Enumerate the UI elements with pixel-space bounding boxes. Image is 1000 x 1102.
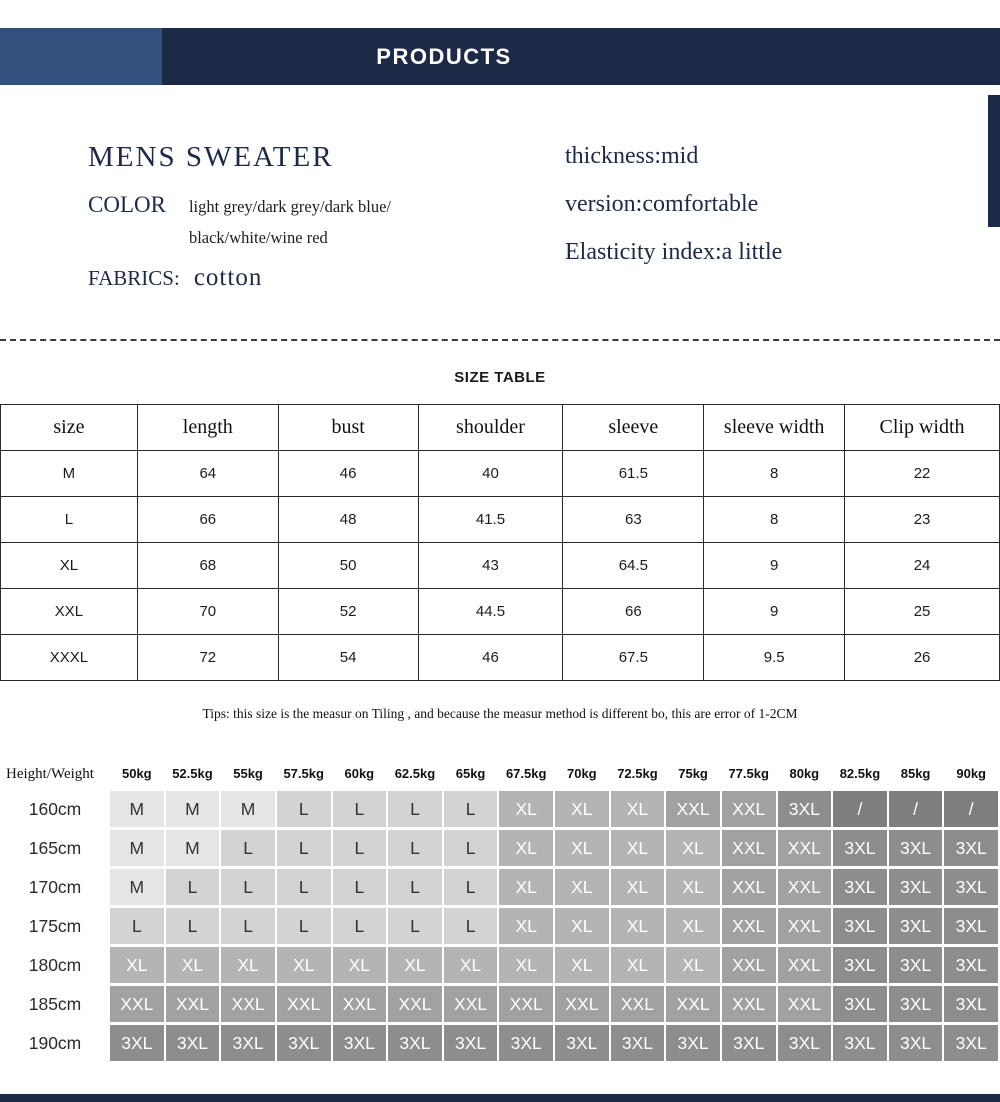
size-recommendation-cell: 3XL [833, 908, 887, 944]
size-recommendation-cell: 3XL [555, 1025, 609, 1061]
size-recommendation-cell: XXL [166, 986, 220, 1022]
size-recommendation-cell: 3XL [778, 791, 832, 827]
size-recommendation-cell: XXL [666, 791, 720, 827]
size-table-column-header: bust [278, 405, 418, 451]
product-title: MENS SWEATER [88, 141, 334, 173]
size-recommendation-cell: L [277, 869, 331, 905]
size-recommendation-cell: L [110, 908, 164, 944]
size-recommendation-cell: M [166, 791, 220, 827]
measurement-cell: 26 [845, 635, 1000, 681]
size-recommendation-cell: 3XL [944, 869, 998, 905]
size-recommendation-cell: M [166, 830, 220, 866]
size-recommendation-cell: L [277, 908, 331, 944]
height-weight-table [2, 760, 998, 1061]
size-recommendation-cell: XXL [333, 986, 387, 1022]
size-recommendation-cell: 3XL [944, 986, 998, 1022]
measurement-cell: 9 [704, 589, 845, 635]
size-recommendation-cell: XXL [611, 986, 665, 1022]
measurement-cell: 25 [845, 589, 1000, 635]
size-recommendation-cell: L [388, 830, 442, 866]
weight-column-header: 85kg [900, 766, 931, 781]
size-recommendation-cell: 3XL [277, 1025, 331, 1061]
size-recommendation-cell: 3XL [944, 908, 998, 944]
size-table-column-header: length [137, 405, 278, 451]
measurement-cell: 24 [845, 543, 1000, 589]
measurement-cell: 66 [563, 589, 704, 635]
height-row-label: 160cm [28, 799, 82, 819]
size-recommendation-cell: 3XL [722, 1025, 776, 1061]
measurement-cell: 72 [137, 635, 278, 681]
size-recommendation-cell: XL [666, 947, 720, 983]
height-weight-corner-label: Height/Weight [6, 766, 94, 782]
size-recommendation-cell: XXL [778, 947, 832, 983]
measurement-cell: 40 [418, 451, 563, 497]
weight-column-header: 65kg [455, 766, 486, 781]
weight-column-header: 52.5kg [172, 766, 213, 781]
size-recommendation-cell: L [444, 908, 498, 944]
size-label-cell: XL [1, 543, 138, 589]
size-recommendation-cell: M [110, 791, 164, 827]
size-recommendation-cell: M [110, 869, 164, 905]
height-row-label: 180cm [28, 955, 82, 975]
measurement-cell: 64.5 [563, 543, 704, 589]
size-table-title: SIZE TABLE [454, 369, 546, 386]
size-label-cell: XXXL [1, 635, 138, 681]
size-recommendation-cell: XXL [221, 986, 275, 1022]
size-recommendation-cell: 3XL [944, 830, 998, 866]
measurement-cell: 54 [278, 635, 418, 681]
color-label: COLOR [88, 192, 166, 217]
size-recommendation-cell: XL [499, 908, 553, 944]
size-recommendation-cell: XL [499, 791, 553, 827]
size-recommendation-cell: L [388, 791, 442, 827]
size-recommendation-cell: 3XL [666, 1025, 720, 1061]
color-row [88, 191, 391, 253]
page-title: PRODUCTS [376, 44, 512, 69]
size-recommendation-cell: XXL [722, 791, 776, 827]
size-recommendation-cell: XL [499, 830, 553, 866]
size-recommendation-cell: 3XL [944, 1025, 998, 1061]
size-recommendation-cell: L [333, 908, 387, 944]
size-recommendation-cell: 3XL [778, 1025, 832, 1061]
product-info-left [88, 141, 391, 292]
measurement-cell: 48 [278, 497, 418, 543]
measurement-cell: 66 [137, 497, 278, 543]
measurement-cell: 8 [704, 497, 845, 543]
size-recommendation-cell: L [221, 869, 275, 905]
color-values-line2: black/white/wine red [188, 228, 328, 247]
bottom-bar-decoration [0, 1094, 1000, 1102]
size-recommendation-cell: 3XL [499, 1025, 553, 1061]
size-recommendation-cell: XL [666, 869, 720, 905]
size-recommendation-cell: XL [555, 908, 609, 944]
size-recommendation-cell: XL [388, 947, 442, 983]
size-table-column-header: sleeve [563, 405, 704, 451]
weight-column-header: 77.5kg [728, 766, 769, 781]
size-table-row [1, 543, 1000, 589]
size-recommendation-cell: 3XL [944, 947, 998, 983]
weight-column-header: 80kg [789, 766, 820, 781]
right-edge-decoration [988, 95, 1000, 227]
size-label-cell: M [1, 451, 138, 497]
fabrics-row [88, 264, 391, 292]
dashed-divider [0, 339, 1000, 341]
measurement-cell: 46 [418, 635, 563, 681]
size-recommendation-cell: 3XL [833, 947, 887, 983]
weight-column-header: 82.5kg [839, 766, 881, 781]
size-recommendation-cell: L [333, 830, 387, 866]
height-row-label: 190cm [28, 1033, 82, 1053]
size-table-header-row [1, 405, 1000, 451]
size-recommendation-cell: 3XL [889, 908, 943, 944]
size-recommendation-cell: XL [499, 947, 553, 983]
size-table [0, 404, 1000, 681]
size-recommendation-cell: XL [221, 947, 275, 983]
size-recommendation-cell: XXL [722, 908, 776, 944]
size-recommendation-cell: 3XL [833, 1025, 887, 1061]
size-table-column-header: shoulder [418, 405, 563, 451]
size-recommendation-cell: L [277, 830, 331, 866]
weight-column-header: 50kg [121, 766, 152, 781]
size-recommendation-cell: XXL [778, 869, 832, 905]
size-recommendation-cell: L [166, 908, 220, 944]
size-recommendation-cell: 3XL [110, 1025, 164, 1061]
header-bar [0, 28, 1000, 85]
size-recommendation-cell: XXL [444, 986, 498, 1022]
weight-column-header: 62.5kg [394, 766, 436, 781]
size-table-row [1, 635, 1000, 681]
size-recommendation-cell: XL [611, 830, 665, 866]
weight-column-header: 70kg [566, 766, 597, 781]
size-recommendation-cell: 3XL [166, 1025, 220, 1061]
size-recommendation-cell: 3XL [444, 1025, 498, 1061]
product-info-right [565, 142, 782, 286]
size-recommendation-cell: XXL [666, 986, 720, 1022]
size-table-row [1, 589, 1000, 635]
size-recommendation-cell: XL [499, 869, 553, 905]
size-recommendation-cell: XL [110, 947, 164, 983]
fabrics-label: FABRICS: [88, 266, 180, 290]
size-recommendation-cell: M [221, 791, 275, 827]
color-values [189, 191, 391, 253]
size-recommendation-cell: L [333, 869, 387, 905]
measurement-cell: 68 [137, 543, 278, 589]
size-recommendation-cell: L [277, 791, 331, 827]
size-recommendation-cell: 3XL [333, 1025, 387, 1061]
measurement-cell: 64 [137, 451, 278, 497]
height-row-label: 185cm [28, 994, 82, 1014]
size-recommendation-cell: 3XL [889, 986, 943, 1022]
weight-column-header: 57.5kg [283, 766, 324, 781]
size-recommendation-cell: XL [611, 791, 665, 827]
size-recommendation-cell: XL [611, 908, 665, 944]
height-row-label: 175cm [28, 916, 82, 936]
size-recommendation-cell: XXL [722, 830, 776, 866]
size-recommendation-cell: L [388, 869, 442, 905]
size-label-cell: XXL [1, 589, 138, 635]
size-recommendation-cell: XXL [722, 986, 776, 1022]
measurement-cell: 9.5 [704, 635, 845, 681]
size-table-column-header: sleeve width [704, 405, 845, 451]
size-table-row [1, 497, 1000, 543]
size-recommendation-cell: 3XL [833, 986, 887, 1022]
size-recommendation-cell: L [444, 791, 498, 827]
size-recommendation-cell: / [889, 791, 943, 827]
weight-column-header: 72.5kg [617, 766, 658, 781]
size-recommendation-cell: XXL [499, 986, 553, 1022]
weight-column-header: 90kg [956, 766, 986, 781]
size-table-column-header: size [1, 405, 138, 451]
size-label-cell: L [1, 497, 138, 543]
measurement-cell: 52 [278, 589, 418, 635]
measurement-cell: 8 [704, 451, 845, 497]
size-recommendation-cell: / [833, 791, 887, 827]
size-recommendation-cell: XXL [722, 869, 776, 905]
measurement-cell: 70 [137, 589, 278, 635]
size-recommendation-cell: XXL [778, 908, 832, 944]
size-recommendation-cell: XL [166, 947, 220, 983]
size-recommendation-cell: XL [666, 908, 720, 944]
size-recommendation-cell: 3XL [611, 1025, 665, 1061]
size-recommendation-cell: XXL [778, 986, 832, 1022]
size-recommendation-cell: 3XL [889, 869, 943, 905]
tips-note: Tips: this size is the measur on Tiling , and because the measur method is different bo, this are error of 1-2CM [202, 706, 798, 721]
size-recommendation-cell: XXL [722, 947, 776, 983]
size-recommendation-cell: 3XL [889, 830, 943, 866]
size-recommendation-cell: 3XL [221, 1025, 275, 1061]
size-recommendation-cell: XL [555, 869, 609, 905]
measurement-cell: 22 [845, 451, 1000, 497]
size-recommendation-cell: XXL [778, 830, 832, 866]
measurement-cell: 63 [563, 497, 704, 543]
size-recommendation-cell: L [388, 908, 442, 944]
weight-column-header: 55kg [233, 766, 263, 781]
measurement-cell: 23 [845, 497, 1000, 543]
weight-column-header: 60kg [344, 766, 375, 781]
spec-version: version:comfortable [565, 191, 759, 217]
measurement-cell: 46 [278, 451, 418, 497]
size-recommendation-cell: XL [555, 947, 609, 983]
size-recommendation-cell: L [221, 908, 275, 944]
size-recommendation-cell: 3XL [833, 830, 887, 866]
size-recommendation-cell: L [444, 830, 498, 866]
fabrics-value: cotton [193, 264, 263, 291]
size-recommendation-cell: XL [555, 830, 609, 866]
size-recommendation-cell: XXL [277, 986, 331, 1022]
size-recommendation-cell: L [444, 869, 498, 905]
size-table-column-header: Clip width [845, 405, 1000, 451]
spec-elasticity: Elasticity index:a little [565, 239, 783, 265]
size-recommendation-cell: XL [611, 869, 665, 905]
size-recommendation-cell: XL [333, 947, 387, 983]
measurement-cell: 41.5 [418, 497, 563, 543]
size-recommendation-cell: L [221, 830, 275, 866]
size-recommendation-cell: / [944, 791, 998, 827]
size-recommendation-cell: XL [277, 947, 331, 983]
size-recommendation-cell: XXL [555, 986, 609, 1022]
size-table-row [1, 451, 1000, 497]
size-recommendation-cell: 3XL [833, 869, 887, 905]
size-recommendation-cell: XL [555, 791, 609, 827]
size-recommendation-cell: XL [611, 947, 665, 983]
size-recommendation-cell: XL [666, 830, 720, 866]
color-values-line1: light grey/dark grey/dark blue/ [188, 197, 392, 216]
size-recommendation-cell: 3XL [388, 1025, 442, 1061]
measurement-cell: 9 [704, 543, 845, 589]
size-recommendation-cell: XL [444, 947, 498, 983]
size-recommendation-cell: 3XL [889, 1025, 943, 1061]
size-recommendation-cell: L [166, 869, 220, 905]
size-recommendation-cell: 3XL [889, 947, 943, 983]
spec-thickness: thickness:mid [565, 143, 699, 169]
size-table-body [1, 451, 1000, 681]
measurement-cell: 50 [278, 543, 418, 589]
size-recommendation-cell: XXL [110, 986, 164, 1022]
height-row-label: 165cm [28, 838, 82, 858]
size-recommendation-cell: L [333, 791, 387, 827]
size-recommendation-cell: XXL [388, 986, 442, 1022]
measurement-cell: 43 [418, 543, 563, 589]
size-recommendation-cell: M [110, 830, 164, 866]
weight-column-header: 67.5kg [505, 766, 547, 781]
weight-column-header: 75kg [678, 766, 708, 781]
measurement-cell: 61.5 [563, 451, 704, 497]
measurement-cell: 67.5 [563, 635, 704, 681]
height-row-label: 170cm [28, 877, 82, 897]
measurement-cell: 44.5 [418, 589, 563, 635]
